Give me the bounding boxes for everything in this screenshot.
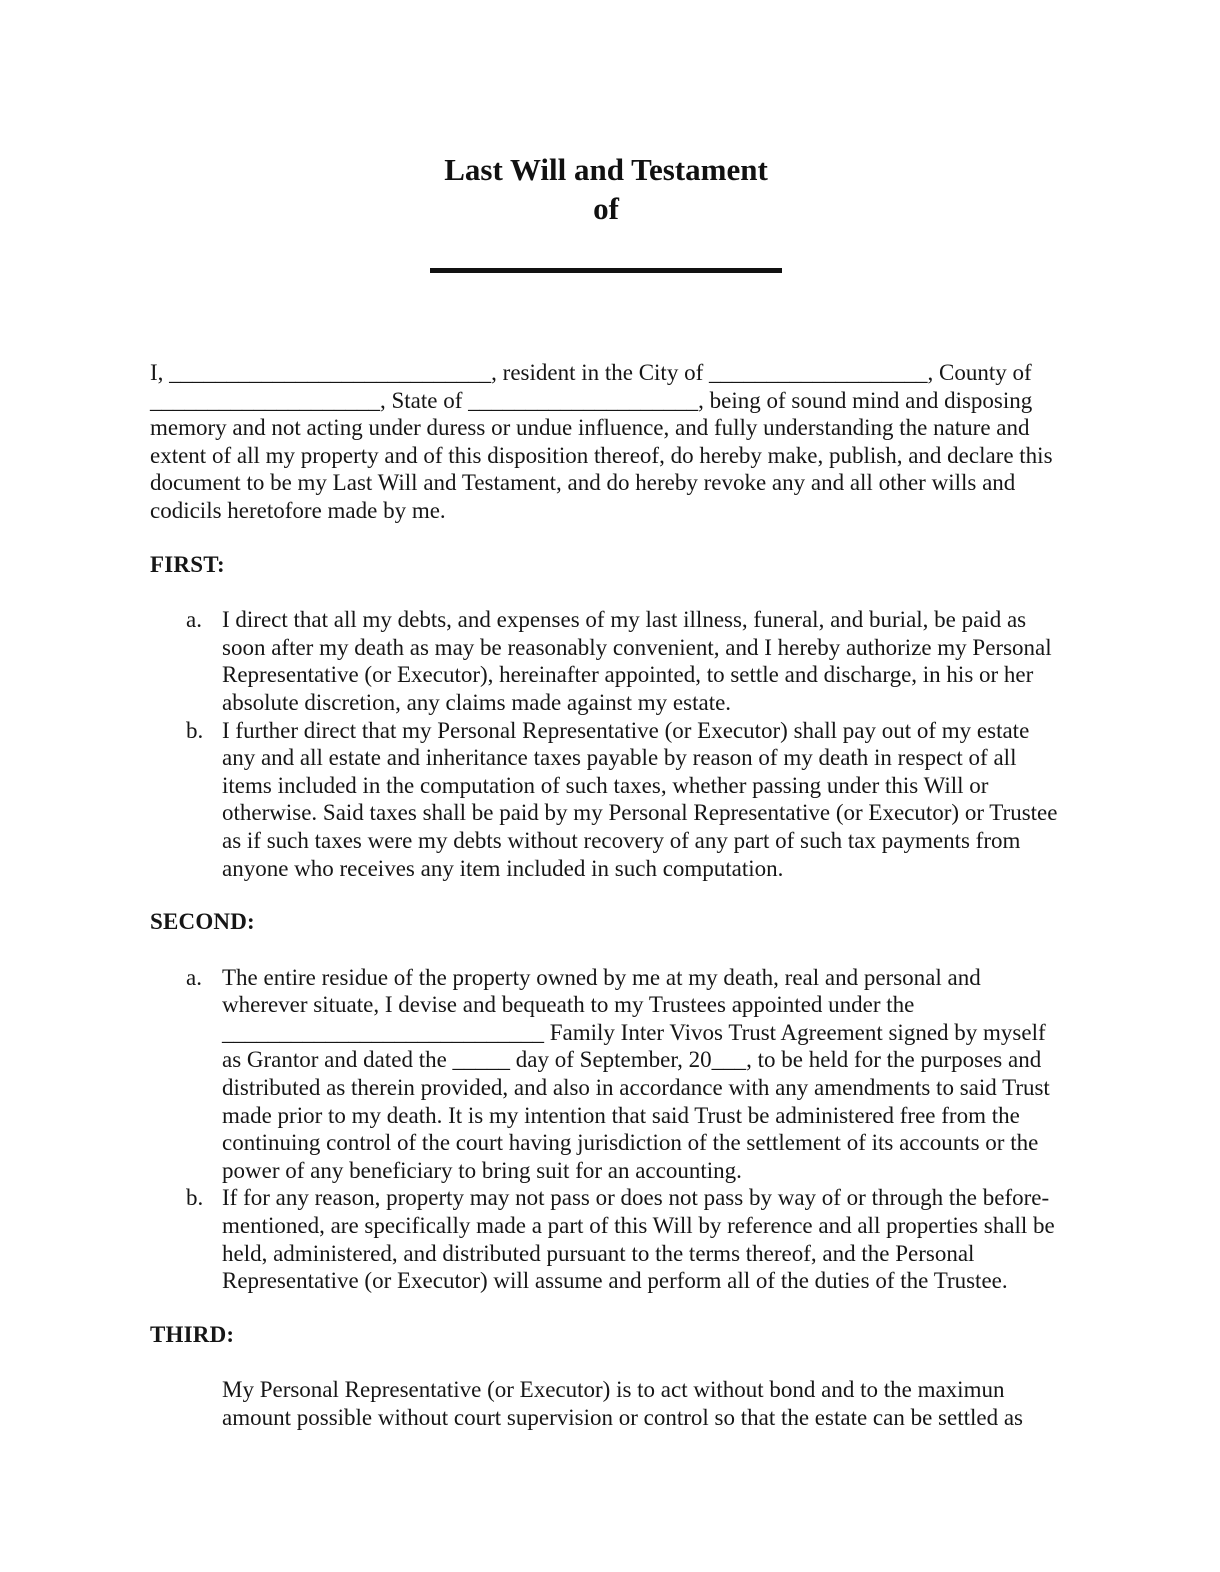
section-third-paragraph: My Personal Representative (or Executor) is to act without bond and to the maximun amount possible without court supervision or control so that the estate can be settled as xyxy=(222,1377,1023,1430)
section-heading-first: FIRST: xyxy=(150,551,225,577)
section-heading-second: SECOND: xyxy=(150,909,255,935)
section-first-list xyxy=(150,606,1062,882)
document-subtitle-of: of xyxy=(593,191,619,226)
document-title-block xyxy=(150,150,1062,228)
testator-name-blank-line xyxy=(430,268,782,273)
list-item-second-a xyxy=(150,964,1062,1185)
intro-paragraph: I, ____________________________, resident in the City of ___________________, County of ____________________, State of ____________________, being of sound mind and disposing memory and not acting under duress or undue influence, and fully understanding the nature and extent of all my property and of this disposition thereof, do hereby make, publish, and declare this document to be my Last Will and Testament, and do hereby revoke any and all other wills and codicils heretofore made by me. xyxy=(150,360,1053,523)
list-item-text: I further direct that my Personal Representative (or Executor) shall pay out of my estate any and all estate and inheritance taxes payable by reason of my death in respect of all items included in the computation of such taxes, whether passing under this Will or otherwise. Said taxes shall be paid by my Personal Representative (or Executor) or Trustee as if such taxes were my debts without recovery of any part of such tax payments from anyone who receives any item included in such computation. xyxy=(222,717,1058,881)
list-marker: b. xyxy=(186,1185,204,1211)
list-item-text: I direct that all my debts, and expenses of my last illness, funeral, and burial, be paid as soon after my death as may be reasonably convenient, and I hereby authorize my Personal Representative (or Executor), hereinafter appointed, to settle and discharge, in his or her absolute discretion, any claims made against my estate. xyxy=(222,607,1052,715)
list-marker: b. xyxy=(186,717,204,743)
list-marker: a. xyxy=(186,964,202,990)
list-item-text: If for any reason, property may not pass or does not pass by way of or through the before-mentioned, are specifically made a part of this Will by reference and all properties shall be held, administered, and distributed pursuant to the terms thereof, and the Personal Representative (or Executor) will assume and perform all of the duties of the Trustee. xyxy=(222,1185,1055,1294)
list-item-first-a xyxy=(150,606,1062,716)
list-marker: a. xyxy=(186,607,202,633)
section-second-list xyxy=(150,964,1062,1295)
list-item-text: The entire residue of the property owned by me at my death, real and personal and wherever situate, I devise and bequeath to my Trustees appointed under the ____________________________ Family Inter Vivos Trust Agreement signed by myself as Grantor and dated the _____ day of September, 20___, to be held for the purposes and distributed as therein provided, and also in accordance with any amendments to said Trust made prior to my death. It is my intention that said Trust be administered free from the continuing control of the court having jurisdiction of the settlement of its accounts or the power of any beneficiary to bring suit for an accounting. xyxy=(222,964,1050,1183)
list-item-first-b xyxy=(150,717,1062,883)
document-title: Last Will and Testament xyxy=(444,152,768,187)
list-item-second-b xyxy=(150,1184,1062,1294)
section-heading-third: THIRD: xyxy=(150,1321,235,1347)
